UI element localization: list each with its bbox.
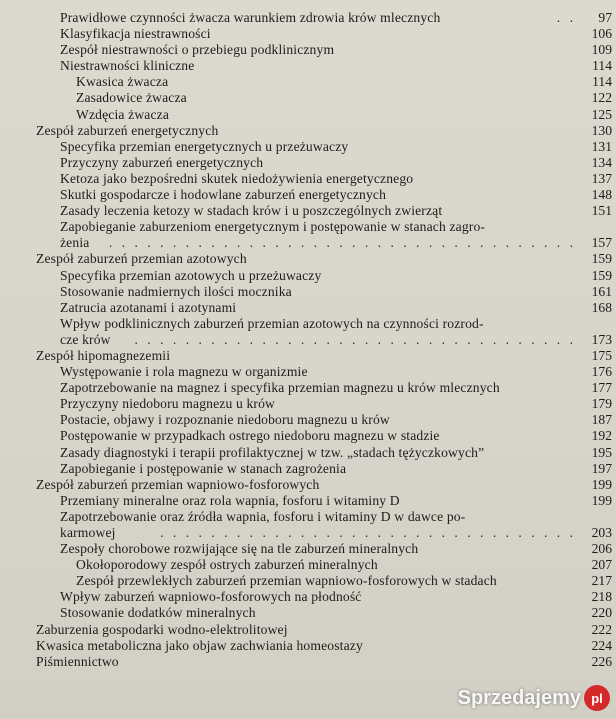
toc-entry [0,284,616,300]
toc-entry-title: Występowanie i rola magnezu w organizmie [60,364,308,380]
toc-page-number: 159 [591,251,612,267]
toc-page-number: 218 [591,589,612,605]
toc-page-number: 159 [591,267,612,283]
toc-page-number: 217 [591,573,612,589]
toc-entry-title: Kwasica żwacza [76,74,169,90]
toc-entry [0,428,616,444]
toc-entry [0,654,616,670]
toc-page-number: 157 [591,235,612,251]
toc-entry-title: Przemiany mineralne oraz rola wapnia, fosforu i witaminy D [60,492,400,508]
toc-page-number: 130 [591,122,612,138]
toc-page-number: 222 [591,621,612,637]
toc-entry [0,622,616,638]
toc-entry-title: Stosowanie nadmiernych ilości mocznika [60,283,292,299]
toc-page-number: 151 [591,203,612,219]
toc-entry [0,364,616,380]
toc-entry-title: Zespół hipomagnezemii [36,347,171,363]
toc-leader-dots: . . . . . . . . . . . . . . . . . . . . . . . . . . . . . . . . . [160,525,576,540]
toc-entry [0,26,616,42]
toc-entry [0,332,616,348]
toc-entry [0,123,616,139]
toc-leader-dots: . . . . . . . . . . . . . . . . . . . . . . . . . . . . . . . . . . . . . [108,235,576,251]
toc-leader-dots: . . [556,10,576,25]
toc-entry [0,638,616,654]
toc-entry [0,445,616,461]
toc-entry-title: Wzdęcia żwacza [76,106,170,122]
toc-entry [0,525,616,541]
toc-entry-title: Stosowanie dodatków mineralnych [60,605,256,621]
toc-entry-title: Zapobieganie zaburzeniom energetycznym i postępowanie w stanach zagro- [60,219,486,235]
toc-page-number: 220 [591,605,612,621]
toc-entry [0,187,616,203]
toc-entry-title: Okołoporodowy zespół ostrych zaburzeń mineralnych [76,557,378,573]
toc-page-number: 97 [598,10,612,25]
toc-entry-title: Zespół przewlekłych zaburzeń przemian wapniowo-fosforowych w stadach [76,573,497,589]
toc-entry-title: Zapotrzebowanie na magnez i specyfika przemian magnezu u krów mlecznych [60,380,500,396]
toc-page-number: 148 [591,187,612,203]
toc-page-number: 168 [591,299,612,315]
toc-entry [0,42,616,58]
toc-entry-title: cze krów [60,331,111,347]
toc-page-number: 114 [592,74,612,90]
toc-entry [0,139,616,155]
toc-page-number: 195 [591,444,612,460]
toc-page-number: 187 [591,412,612,428]
toc-entry [0,219,616,235]
toc-entry-title: Kwasica metaboliczna jako objaw zachwiania homeostazy [36,637,363,653]
toc-entry-title: Zapotrzebowanie oraz źródła wapnia, fosforu i witaminy D w dawce po- [60,508,466,524]
toc-page-number: 224 [591,637,612,653]
toc-entry [0,74,616,90]
toc-entry-title: Specyfika przemian azotowych u przeżuwaczy [60,267,322,283]
toc-entry-title: Zaburzenia gospodarki wodno-elektrolitowej [36,621,288,637]
toc-entry-title: Zespół zaburzeń przemian azotowych [36,251,247,267]
toc-entry [0,461,616,477]
toc-page-number: 192 [591,428,612,444]
toc-entry [0,541,616,557]
toc-page-number: 109 [591,42,612,58]
toc-page-number: 137 [591,170,612,186]
toc-entry [0,412,616,428]
toc-entry-title: Piśmiennictwo [36,653,119,669]
toc-entry [0,509,616,525]
toc-entry [0,493,616,509]
toc-entry-title: Skutki gospodarcze i hodowlane zaburzeń energetycznych [60,187,387,203]
toc-entry [0,268,616,284]
toc-entry-title: Zasady diagnostyki i terapii profilaktycznej w tzw. „stadach tężyczkowych” [60,444,485,460]
toc-entry-title: żenia [60,235,90,251]
toc-entry [0,171,616,187]
toc-entry [0,557,616,573]
toc-entry-title: Wpływ podklinicznych zaburzeń przemian azotowych na czynności rozrod- [60,315,484,331]
toc-page-number: 179 [591,396,612,412]
toc-page-number: 206 [591,541,612,557]
toc-leader-dots: . . . . . . . . . . . . . . . . . . . . . . . . . . . . . . . . . . . [134,331,576,347]
toc-entry [0,380,616,396]
toc-entry [0,477,616,493]
toc-entry-title: Zespoły chorobowe rozwijające się na tle zaburzeń mineralnych [60,541,419,557]
toc-page-number: 199 [591,476,612,492]
toc-entry [0,251,616,267]
toc-entry [0,316,616,332]
toc-entry [0,348,616,364]
toc-entry [0,10,616,26]
toc-entry-title: Wpływ zaburzeń wapniowo-fosforowych na płodność [60,589,362,605]
toc-entry-title: Przyczyny niedoboru magnezu u krów [60,396,275,412]
toc-entry-title: Zasady leczenia ketozy w stadach krów i u poszczególnych zwierząt [60,203,443,219]
watermark [458,683,610,713]
toc-entry [0,300,616,316]
toc-entry-title: Postacie, objawy i rozpoznanie niedoboru magnezu u krów [60,412,390,428]
toc-entry-title: Zespół niestrawności o przebiegu podklinicznym [60,42,335,58]
toc-page-number: 122 [591,90,612,106]
toc-page-number: 106 [591,26,612,42]
toc-entry-title: Specyfika przemian energetycznych u przeżuwaczy [60,138,349,154]
toc-entry [0,589,616,605]
toc-page-number: 134 [591,154,612,170]
toc-entry [0,203,616,219]
toc-entry [0,573,616,589]
toc-entry-title: Klasyfikacja niestrawności [60,26,211,42]
toc-entry-title: Zatrucia azotanami i azotynami [60,299,237,315]
toc-page-number: 226 [591,653,612,669]
toc-entry-title: Prawidłowe czynności żwacza warunkiem zdrowia krów mlecznych [60,10,441,25]
toc-entry [0,58,616,74]
toc-page-number: 177 [591,380,612,396]
toc-page-number: 199 [591,492,612,508]
watermark-badge: pl [584,685,610,711]
toc-page-number: 203 [591,525,612,540]
toc-entry-title: Niestrawności kliniczne [60,58,195,74]
toc-entry-title: karmowej [60,525,116,540]
toc-entry [0,235,616,251]
toc-entry-title: Zasadowice żwacza [76,90,187,106]
toc-entry [0,605,616,621]
toc-page-number: 173 [591,331,612,347]
toc-page-number: 207 [591,557,612,573]
toc-entry [0,107,616,123]
toc-entry-title: Zapobieganie i postępowanie w stanach zagrożenia [60,460,347,476]
toc-entry-title: Ketoza jako bezpośredni skutek niedożywienia energetycznego [60,170,414,186]
toc-page-number: 175 [591,347,612,363]
toc-entry [0,155,616,171]
toc-entry-title: Przyczyny zaburzeń energetycznych [60,154,264,170]
watermark-text: Sprzedajemy [457,686,581,709]
toc-entry-title: Zespół zaburzeń przemian wapniowo-fosforowych [36,476,320,492]
table-of-contents [0,10,616,670]
toc-page-number: 197 [591,460,612,476]
toc-entry-title: Zespół zaburzeń energetycznych [36,122,219,138]
toc-entry [0,90,616,106]
toc-entry-title: Postępowanie w przypadkach ostrego niedoboru magnezu w stadzie [60,428,440,444]
toc-page-number: 131 [591,138,612,154]
toc-page-number: 114 [592,58,612,74]
toc-page-number: 161 [591,283,612,299]
toc-page-number: 176 [591,364,612,380]
toc-entry [0,396,616,412]
toc-page-number: 125 [591,106,612,122]
